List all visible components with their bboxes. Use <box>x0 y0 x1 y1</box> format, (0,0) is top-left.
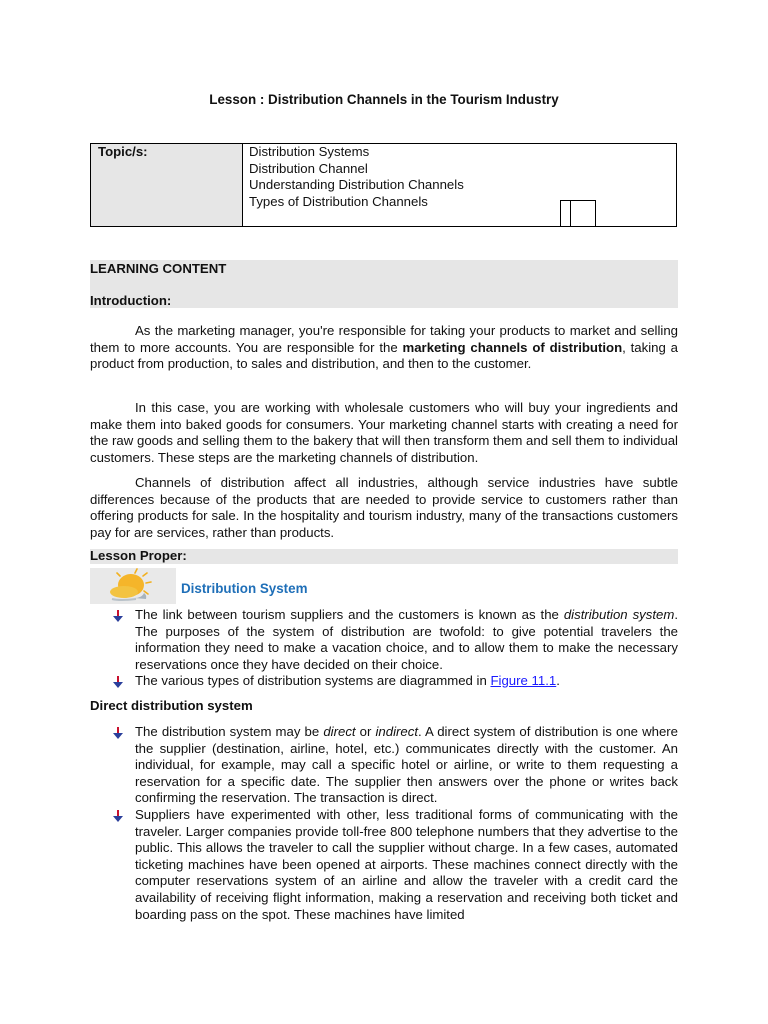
learning-content-heading: LEARNING CONTENT <box>90 261 227 276</box>
topic-item: Understanding Distribution Channels <box>249 177 464 193</box>
section-icon-box <box>90 568 176 604</box>
lesson-proper-heading: Lesson Proper: <box>90 548 187 563</box>
table-inner-boxes <box>560 200 596 226</box>
intro-paragraph-1: As the marketing manager, you're responsible for taking your products to market and selling them to more accounts. You are responsible for the marketing channels of distribution, taking a product from production, to sales and distribution, and then to the customer. <box>90 323 678 372</box>
bullet-direct-indirect: The distribution system may be direct or indirect. A direct system of distribution is one where the supplier (destination, airline, hotel, etc.) communicates directly with the customer. An individual, for example, may call a specific hotel or airline, or write to them requesting a reservation for a specific date. The supplier then answers over the phone or writes back confirming the reservation. The transaction is direct. <box>135 724 679 806</box>
bullet-arrow-icon <box>112 727 124 739</box>
sun-cloud-icon <box>90 568 176 604</box>
bullet-arrow-icon <box>112 610 124 622</box>
topic-item: Distribution Systems <box>249 144 370 159</box>
bullet-suppliers-experimented: Suppliers have experimented with other, less traditional forms of communicating with the traveler. Larger companies provide toll-free 800 telephone numbers that they advertise to the public. This allows the traveler to call the supplier without charge. In a few cases, automated ticketing machines have been opened at airports. These machines connect directly with the computer reservations system of an airline and allow the traveler with a credit card the availability of receiving flight information, making a reservation and receiving both ticket and boarding pass on the spot. These machines have limited <box>135 807 678 922</box>
lesson-title: Lesson : Distribution Channels in the Tourism Industry <box>209 92 559 107</box>
bullet-arrow-icon <box>112 810 124 822</box>
topics-label-cell <box>91 144 243 226</box>
topics-label: Topic/s: <box>98 144 148 159</box>
figure-link[interactable]: Figure 11.1 <box>490 673 557 688</box>
bullet-distribution-link: The link between tourism suppliers and the customers is known as the distribution system. The purposes of the system of distribution are twofold: to give potential travelers the information they need to make a vacation choice, and to allow them to make the necessary reservations once they have decided on their choice. <box>135 607 679 672</box>
bullet-types-diagram: The various types of distribution systems are diagrammed in Figure 11.1. <box>135 673 560 688</box>
intro-paragraph-3: Channels of distribution affect all industries, although service industries have subtle differences because of the products that are needed to provide service to customers rather than offering products for sale. In the hospitality and tourism industry, many of the transactions customers pay for are services, rather than products. <box>90 475 678 540</box>
intro-paragraph-2: In this case, you are working with wholesale customers who will buy your ingredients and make them into baked goods for consumers. Your marketing channel starts with creating a need for the raw goods and selling them to the bakery that will then transform them and sell them to individual customers. These steps are the marketing channels of distribution. <box>90 400 678 465</box>
direct-distribution-heading: Direct distribution system <box>90 698 253 713</box>
section-title: Distribution System <box>181 581 308 596</box>
bullet-arrow-icon <box>112 676 124 688</box>
topic-item: Types of Distribution Channels <box>249 193 428 209</box>
introduction-heading: Introduction: <box>90 293 172 308</box>
topics-list <box>249 144 464 210</box>
topic-item: Distribution Channel <box>249 160 368 176</box>
topics-table <box>90 143 677 227</box>
